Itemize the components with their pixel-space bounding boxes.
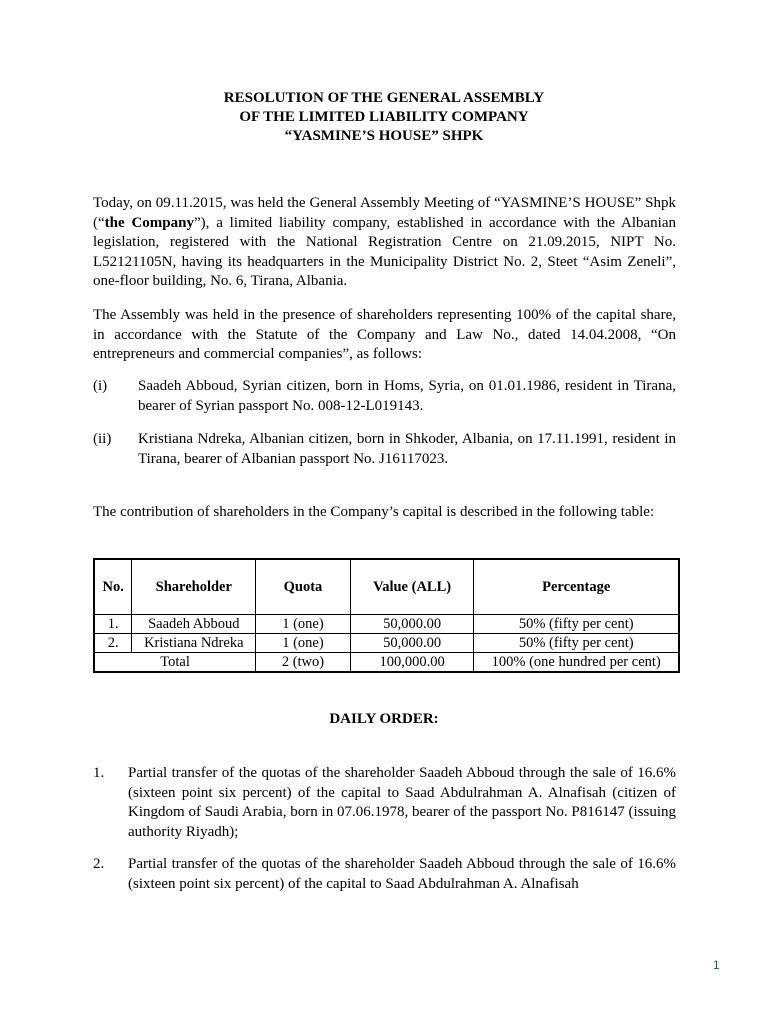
order-item-number: 2. <box>93 856 105 872</box>
table-row <box>94 634 679 653</box>
cell-quota: 1 (one) <box>256 634 351 653</box>
shareholders-table <box>93 558 680 673</box>
document-title <box>0 89 768 146</box>
shareholder-item-text: Kristiana Ndreka, Albanian citizen, born in Shkoder, Albania, on 17.11.1991, resident in Tirana, bearer of Albanian passport No. J16117023. <box>138 431 676 467</box>
table-header-row <box>94 559 679 615</box>
cell-value: 50,000.00 <box>350 634 474 653</box>
title-line-1: RESOLUTION OF THE GENERAL ASSEMBLY <box>223 90 545 106</box>
shareholder-item-number: (ii) <box>93 431 112 447</box>
order-item-text: Partial transfer of the quotas of the shareholder Saadeh Abboud through the sale of 16.6% (sixteen point six percent) of the capital to Saad Abdulrahman A. Alnafisah (citizen of Kingdom of Saudi Arabia, born in 07.06.1978, bearer of the passport No. P816147 (issuing authority Riyadh); <box>128 765 676 840</box>
title-line-3: “YASMINE’S HOUSE” SHPK <box>284 128 484 144</box>
title-line-2: OF THE LIMITED LIABILITY COMPANY <box>239 109 529 125</box>
cell-total-percentage: 100% (one hundred per cent) <box>474 653 679 673</box>
cell-no: 1. <box>94 615 132 634</box>
cell-value: 50,000.00 <box>350 615 474 634</box>
cell-percentage: 50% (fifty per cent) <box>474 615 679 634</box>
assembly-paragraph: The Assembly was held in the presence of shareholders representing 100% of the capital share, in accordance with the Statute of the Company and Law No., dated 14.04.2008, “On entrepreneurs and commercial companies”, as follows: <box>93 307 676 362</box>
order-item-number: 1. <box>93 765 105 781</box>
order-item-text: Partial transfer of the quotas of the shareholder Saadeh Abboud through the sale of 16.6% (sixteen point six percent) of the capital to Saad Abdulrahman A. Alnafisah <box>128 856 676 892</box>
cell-total-quota: 2 (two) <box>256 653 351 673</box>
table-row <box>94 615 679 634</box>
cell-no: 2. <box>94 634 132 653</box>
intro-bold-company: the Company <box>104 214 194 231</box>
header-shareholder: Shareholder <box>132 559 256 615</box>
shareholder-item-text: Saadeh Abboud, Syrian citizen, born in Homs, Syria, on 01.01.1986, resident in Tirana, bearer of Syrian passport No. 008-12-L019143. <box>138 378 676 414</box>
page-number: 1 <box>713 958 720 972</box>
intro-text-2: ”), a limited liability company, established in accordance with the Albanian legislation, registered with the National Registration Centre on 21.09.2015, NIPT No. L52121105N, having its headquarters in the Municipality District No. 2, Steet “Asim Zeneli”, one-floor building, No. 6, Tirana, Albania. <box>93 214 676 289</box>
contribution-paragraph: The contribution of shareholders in the Company’s capital is described in the following table: <box>93 504 655 520</box>
daily-order-heading: DAILY ORDER: <box>329 711 439 727</box>
header-percentage: Percentage <box>474 559 679 615</box>
header-no: No. <box>94 559 132 615</box>
cell-percentage: 50% (fifty per cent) <box>474 634 679 653</box>
intro-paragraph <box>93 194 676 292</box>
table-total-row <box>94 653 679 673</box>
intro-text-1: Today, on 09.11.2015, was held the General Assembly Meeting of “YASMINE’S HOUSE” Shpk (“ <box>93 195 676 231</box>
cell-total-label: Total <box>94 653 256 673</box>
header-quota: Quota <box>256 559 351 615</box>
cell-quota: 1 (one) <box>256 615 351 634</box>
cell-shareholder: Saadeh Abboud <box>132 615 256 634</box>
header-value: Value (ALL) <box>350 559 474 615</box>
cell-total-value: 100,000.00 <box>350 653 474 673</box>
shareholder-item-number: (i) <box>93 378 108 394</box>
cell-shareholder: Kristiana Ndreka <box>132 634 256 653</box>
